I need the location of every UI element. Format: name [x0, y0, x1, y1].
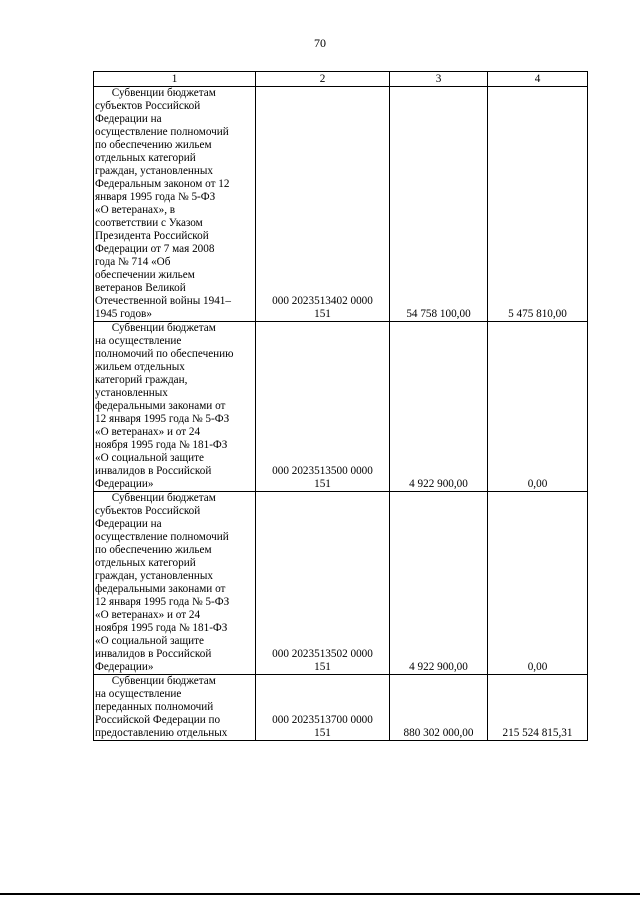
subventions-table [93, 71, 588, 741]
row-budget-code: 000 2023513402 0000 151 [256, 87, 390, 322]
column-header-1: 1 [94, 72, 256, 87]
column-header-2: 2 [256, 72, 390, 87]
row-budget-code: 000 2023513500 0000 151 [256, 322, 390, 492]
row-budget-code: 000 2023513502 0000 151 [256, 492, 390, 675]
row-description: Субвенции бюджетам на осуществление полномочий по обеспечению жильем отдельных категорий граждан, установленных федеральными законами от 12 января 1995 года № 5-ФЗ «О ветеранах» и от 24 ноября 1995 года № 181-ФЗ «О социальной защите инвалидов в Российской Федерации» [94, 322, 256, 492]
row-amount-executed: 5 475 810,00 [488, 87, 588, 322]
table-row [94, 675, 588, 741]
row-budget-code: 000 2023513700 0000 151 [256, 675, 390, 741]
row-amount-executed: 0,00 [488, 322, 588, 492]
row-amount-plan: 880 302 000,00 [390, 675, 488, 741]
page-number: 70 [314, 36, 326, 50]
row-description: Субвенции бюджетам субъектов Российской Федерации на осуществление полномочий по обеспечению жильем отдельных категорий граждан, установленных Федеральным законом от 12 января 1995 года № 5-ФЗ «О ветеранах», в соответствии с Указом Президента Российской Федерации от 7 мая 2008 года № 714 «Об обеспечении жильем ветеранов Великой Отечественной войны 1941– 1945 годов» [94, 87, 256, 322]
column-header-3: 3 [390, 72, 488, 87]
table-row [94, 492, 588, 675]
row-amount-executed: 215 524 815,31 [488, 675, 588, 741]
row-description: Субвенции бюджетам субъектов Российской Федерации на осуществление полномочий по обеспечению жильем отдельных категорий граждан, установленных федеральными законами от 12 января 1995 года № 5-ФЗ «О ветеранах» и от 24 ноября 1995 года № 181-ФЗ «О социальной защите инвалидов в Российской Федерации» [94, 492, 256, 675]
row-amount-plan: 4 922 900,00 [390, 492, 488, 675]
row-amount-plan: 54 758 100,00 [390, 87, 488, 322]
table-header-row [94, 72, 588, 87]
table-row [94, 322, 588, 492]
row-amount-plan: 4 922 900,00 [390, 322, 488, 492]
row-amount-executed: 0,00 [488, 492, 588, 675]
row-description: Субвенции бюджетам на осуществление переданных полномочий Российской Федерации по предоставлению отдельных [94, 675, 256, 741]
column-header-4: 4 [488, 72, 588, 87]
page-bottom-rule [0, 893, 640, 895]
table-row [94, 87, 588, 322]
